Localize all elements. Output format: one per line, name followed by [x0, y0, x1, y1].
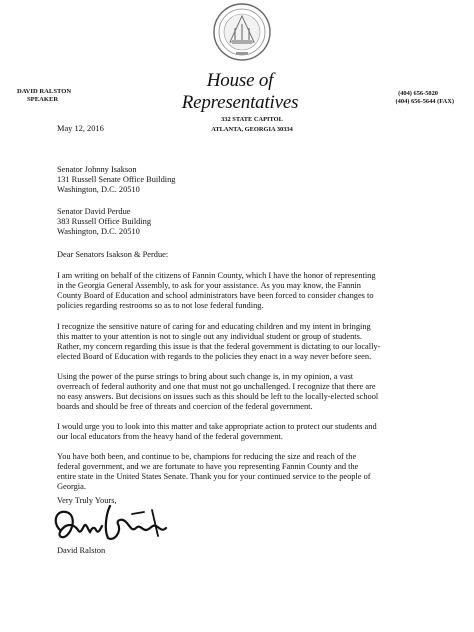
paragraph-4 [57, 422, 461, 442]
address-line-2: ATLANTA, GEORGIA 30334 [211, 126, 293, 133]
letterhead-center [150, 70, 330, 134]
text-line: elected Board of Education with regards to the policies they enact in a way never before seen. [57, 352, 372, 361]
recipient-address-2 [57, 207, 457, 237]
signer-name: David Ralston [57, 546, 106, 555]
recipient-address-1 [57, 165, 457, 195]
text-line: You have both been, and continue to be, champions for reducing the size and reach of the [57, 452, 357, 461]
paragraph-2 [57, 322, 461, 362]
paragraph-1 [57, 271, 461, 311]
closing: Very Truly Yours, [57, 496, 117, 505]
recipient-line: 383 Russell Office Building [57, 217, 152, 226]
contact-block [396, 90, 454, 106]
paragraph-5 [57, 452, 461, 492]
recipient-line: Washington, D.C. 20510 [57, 227, 140, 236]
fax-number: (404) 656-5644 (FAX) [395, 98, 454, 105]
georgia-seal-icon [212, 2, 272, 64]
signature-icon [48, 500, 188, 546]
text-line: I recognize the sensitive nature of caring for and educating children and my intent in bringing [57, 322, 371, 331]
text-line: boards and should be free of threats and coercion of the federal government. [57, 402, 313, 411]
text-line: in the Georgia General Assembly, to ask for your assistance. As you may know, the Fannin [57, 281, 361, 290]
letter-date: May 12, 2016 [57, 124, 104, 133]
speaker-name: DAVID RALSTON [17, 88, 72, 95]
text-line: Using the power of the purse strings to bring about such change is, in my opinion, a vast [57, 372, 354, 381]
speaker-block [17, 88, 71, 104]
text-line: no easy answers. But decisions on issues such as this should be left to the locally-elected school [57, 392, 379, 401]
text-line: Georgia. [57, 482, 86, 491]
address-line-1: 332 STATE CAPITOL [221, 116, 283, 123]
text-line: this matter to your attention is not to single out any individual student or group of students. [57, 332, 362, 341]
text-line: policies regarding restrooms so as to not lose federal funding. [57, 301, 264, 310]
phone-number: (404) 656-5020 [398, 90, 438, 97]
paragraph-3 [57, 372, 461, 412]
salutation: Dear Senators Isakson & Perdue: [57, 250, 169, 259]
text-line: entire state in the United States Senate. Thank you for your continued service to the people of [57, 472, 371, 481]
text-line: I am writing on behalf of the citizens of Fannin County, which I have the honor of representing [57, 271, 376, 280]
text-line: federal government, and we are fortunate to have you representing Fannin County and the [57, 462, 359, 471]
text-line: our local educators from the heavy hand of the federal government. [57, 432, 283, 441]
recipient-line: Senator David Perdue [57, 207, 131, 216]
text-line: Rather, my concern regarding this issue is that the federal government is dictating to our locally- [57, 342, 381, 351]
recipient-line: Washington, D.C. 20510 [57, 185, 140, 194]
recipient-line: Senator Johnny Isakson [57, 165, 137, 174]
text-line: I would urge you to look into this matter and take appropriate action to protect our students and [57, 422, 377, 431]
text-line: overreach of federal authority and one that must not go unchallenged. I recognize that there are [57, 382, 376, 391]
org-name: House of Representatives [181, 70, 299, 113]
text-line: County Board of Education and school administrators have been forced to consider changes to [57, 291, 374, 300]
recipient-line: 131 Russell Senate Office Building [57, 175, 176, 184]
speaker-title: SPEAKER [27, 96, 59, 103]
